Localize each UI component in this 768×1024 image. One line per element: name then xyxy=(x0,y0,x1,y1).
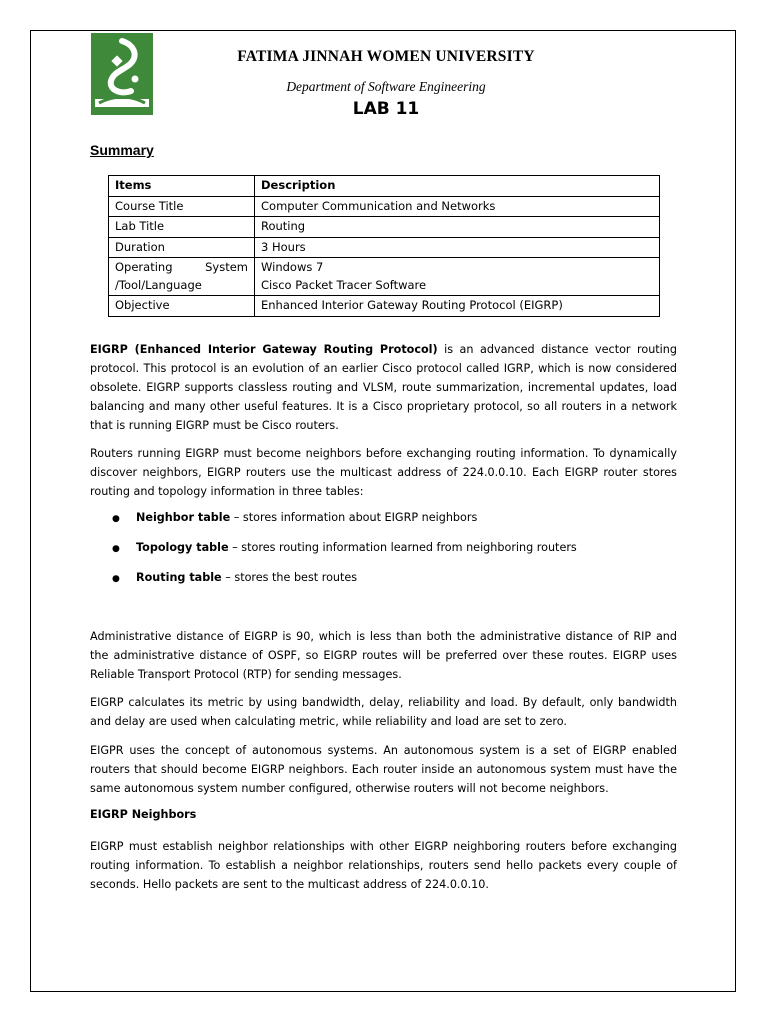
list-item-term: Neighbor table xyxy=(136,511,231,524)
bullet-icon: ● xyxy=(112,574,120,584)
department-name: Department of Software Engineering xyxy=(286,79,486,94)
table-header-cell: Items xyxy=(109,176,255,197)
paragraph-bold-lead: EIGRP (Enhanced Interior Gateway Routing Protocol) xyxy=(90,343,438,356)
lab-title: LAB 11 xyxy=(352,99,420,119)
bullet-icon: ● xyxy=(112,544,120,554)
list-item xyxy=(112,571,357,584)
bullet-icon: ● xyxy=(112,514,120,524)
list-item-text: – stores routing information learned from neighboring routers xyxy=(228,541,577,554)
table-cell-text: /Tool/Language xyxy=(115,277,202,292)
paragraph-neighbors-intro: Routers running EIGRP must become neighbors before exchanging routing information. To dynamically discover neighbors, EIGRP routers use the multicast address of 224.0.0.10. Each EIGRP router stores routing and topology information in three tables: xyxy=(90,447,677,498)
table-cell: 3 Hours xyxy=(255,237,660,258)
table-cell: Lab Title xyxy=(109,217,255,238)
table-cell xyxy=(255,258,660,296)
table-cell-text: Windows 7 xyxy=(261,260,324,274)
table-cell: Course Title xyxy=(109,196,255,217)
section-heading-neighbors: EIGRP Neighbors xyxy=(90,808,197,821)
table-header-cell: Description xyxy=(255,176,660,197)
table-row xyxy=(109,237,660,258)
paragraph-autonomous: EIGPR uses the concept of autonomous systems. An autonomous system is a set of EIGRP enabled routers that should become EIGRP neighbors. Each router inside an autonomous system must have the same autonomous system number configured, otherwise routers will not become neighbors. xyxy=(90,744,677,795)
table-cell: Objective xyxy=(109,296,255,317)
table-cell: Computer Communication and Networks xyxy=(255,196,660,217)
table-cell: Enhanced Interior Gateway Routing Protocol (EIGRP) xyxy=(255,296,660,317)
university-logo xyxy=(91,33,153,115)
table-row xyxy=(109,296,660,317)
list-item-term: Routing table xyxy=(136,571,222,584)
table-row xyxy=(109,196,660,217)
table-cell-text: Operating xyxy=(115,260,173,274)
university-name: FATIMA JINNAH WOMEN UNIVERSITY xyxy=(237,48,535,65)
paragraph-text: is an advanced distance vector routing protocol. This protocol is an evolution of an earlier Cisco protocol called IGRP, which is now considered obsolete. EIGRP supports classless routing and VLSM, route summarization, incremental updates, load balancing and many other useful features. It is a Cisco proprietary protocol, so all routers in a network that is running EIGRP must be Cisco routers. xyxy=(90,343,677,432)
list-item-text: – stores the best routes xyxy=(221,571,358,584)
list-item xyxy=(112,511,477,524)
summary-table xyxy=(108,175,660,317)
table-cell-line xyxy=(115,259,248,277)
table-header-row xyxy=(109,176,660,197)
table-cell: Routing xyxy=(255,217,660,238)
table-cell: Duration xyxy=(109,237,255,258)
table-cell-text: System xyxy=(205,260,248,274)
list-item-term: Topology table xyxy=(136,541,229,554)
paragraph-metric: EIGRP calculates its metric by using bandwidth, delay, reliability and load. By default, only bandwidth and delay are used when calculating metric, while reliability and load are set to zero. xyxy=(90,696,677,728)
paragraph-intro xyxy=(90,340,677,435)
list-item-text: – stores information about EIGRP neighbors xyxy=(230,511,478,524)
paragraph-neighbor-relationships: EIGRP must establish neighbor relationships with other EIGRP neighboring routers before exchanging routing information. To establish a neighbor relationships, routers send hello packets every couple of seconds. Hello packets are sent to the multicast address of 224.0.0.10. xyxy=(90,840,677,891)
table-cell-text: Cisco Packet Tracer Software xyxy=(261,277,427,292)
table-cell xyxy=(109,258,255,296)
list-item xyxy=(112,541,577,554)
paragraph-admin-distance: Administrative distance of EIGRP is 90, which is less than both the administrative distance of RIP and the administrative distance of OSPF, so EIGRP routes will be preferred over these routes. EIGRP uses Reliable Transport Protocol (RTP) for sending messages. xyxy=(90,630,677,681)
summary-heading: Summary xyxy=(90,142,154,158)
table-row xyxy=(109,258,660,296)
table-row xyxy=(109,217,660,238)
